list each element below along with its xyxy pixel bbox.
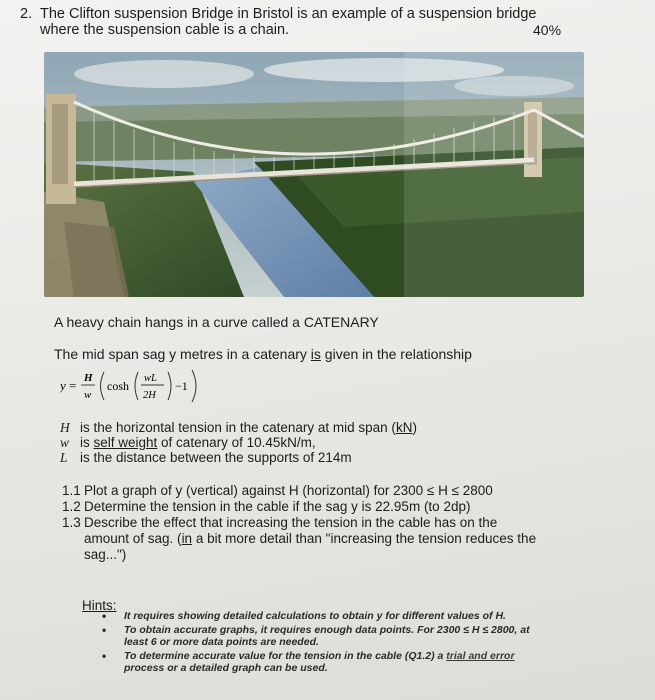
- definition-w: w is self weight of catenary of 10.45kN/m,: [60, 435, 316, 450]
- question-title-line-2: where the suspension cable is a chain.: [40, 22, 290, 38]
- question-heading: [20, 6, 580, 38]
- eq-2H: 2H: [143, 390, 156, 401]
- task-1-1: 1.1 Plot a graph of y (vertical) against H (horizontal) for 2300 ≤ H ≤ 2800: [62, 483, 493, 498]
- definition-L: L is the distance between the supports of 214m: [60, 450, 352, 465]
- eq-H-numerator: H: [84, 372, 93, 384]
- task-1-2: 1.2 Determine the tension in the cable if the sag y is 22.95m (to 2dp): [62, 499, 471, 514]
- clifton-bridge-photo: [44, 52, 584, 297]
- question-title-line-1: 2. The Clifton suspension Bridge in Bristol is an example of a suspension bridge: [20, 6, 537, 22]
- eq-w-denominator: w: [84, 389, 92, 401]
- eq-equals: =: [69, 378, 77, 393]
- question-marks: 40%: [533, 22, 562, 38]
- definition-H: H is the horizontal tension in the catenary at mid span (kN): [60, 420, 417, 435]
- question-number: 2.: [20, 6, 33, 22]
- eq-cosh: cosh: [107, 379, 129, 393]
- eq-minus-one: −1: [175, 379, 188, 393]
- eq-wL: wL: [144, 373, 157, 384]
- task-list: [62, 483, 562, 563]
- variable-definitions: [60, 420, 417, 465]
- sag-relationship-intro: The mid span sag y metres in a catenary is given in the relationship: [54, 346, 472, 362]
- hints-label: Hints:: [82, 598, 117, 613]
- hints-list: [102, 610, 552, 676]
- hint-item: • To determine accurate value for the tension in the cable (Q1.2) a trial and error process or a detailed graph can be used.: [102, 648, 515, 674]
- hint-item: • It requires showing detailed calculations to obtain y for different values of H.: [102, 609, 506, 623]
- catenary-intro: A heavy chain hangs in a curve called a CATENARY: [54, 314, 379, 330]
- catenary-equation: [60, 366, 230, 402]
- task-1-3: 1.3 Describe the effect that increasing the tension in the cable has on the amount of sag. (in a bit more detail than "increasing the tension reduces the sag..."): [62, 515, 537, 562]
- hint-item: • To obtain accurate graphs, it requires enough data points. For 2300 ≤ H ≤ 2800, at least 6 or more data points are needed.: [102, 622, 530, 648]
- eq-y: y: [60, 378, 66, 393]
